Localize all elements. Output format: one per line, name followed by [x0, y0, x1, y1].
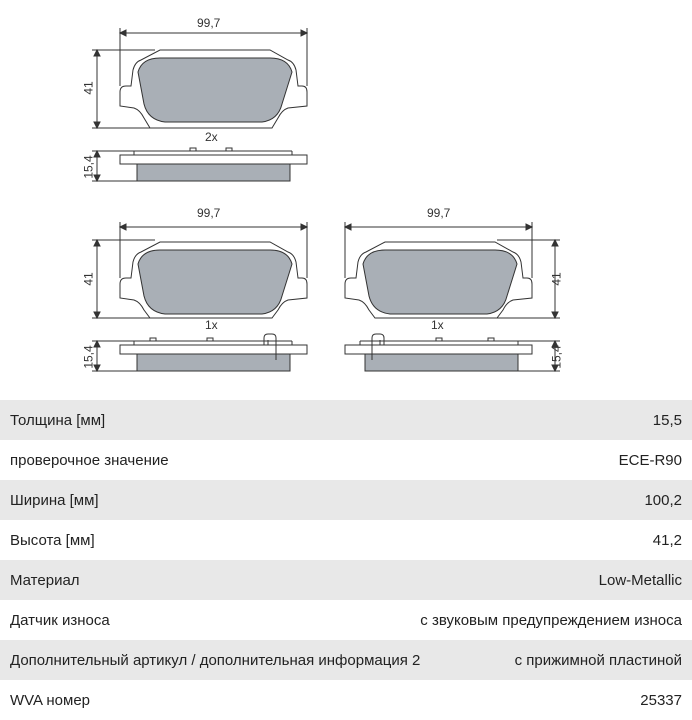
spec-value: 41,2	[652, 531, 682, 549]
spec-row-material	[0, 560, 692, 600]
spec-row-additional-info	[0, 640, 692, 680]
right-height-label: 41	[549, 272, 564, 286]
spec-value: ECE-R90	[618, 451, 682, 469]
spec-row-width	[0, 480, 692, 520]
right-quantity-label: 1x	[431, 318, 444, 332]
right-thickness-label: 15,4	[549, 345, 564, 369]
spec-row-wva-number	[0, 680, 692, 720]
right-width-label: 99,7	[427, 206, 451, 220]
spec-value: с прижимной пластиной	[514, 651, 682, 669]
top-width-label: 99,7	[197, 16, 221, 30]
top-pad-side-view	[120, 148, 307, 181]
spec-label: Ширина [мм]	[10, 491, 99, 509]
spec-row-thickness	[0, 400, 692, 440]
right-pad-front-view	[345, 242, 532, 318]
spec-label: Высота [мм]	[10, 531, 95, 549]
spec-row-wear-sensor	[0, 600, 692, 640]
spec-value: 100,2	[644, 491, 682, 509]
spec-label: Толщина [мм]	[10, 411, 106, 429]
spec-row-height	[0, 520, 692, 560]
specs-table	[0, 400, 692, 720]
spec-value: 25337	[640, 691, 682, 709]
left-quantity-label: 1x	[205, 318, 218, 332]
spec-value: Low-Metallic	[598, 571, 682, 589]
top-thickness-label: 15,4	[81, 155, 96, 179]
spec-label: Материал	[10, 571, 80, 589]
top-height-label: 41	[81, 81, 96, 95]
left-pad-front-view	[120, 242, 307, 318]
spec-label: WVA номер	[10, 691, 91, 709]
spec-value: 15,5	[652, 411, 682, 429]
spec-label: Дополнительный артикул / дополнительная информация 2	[10, 651, 421, 669]
spec-label: Датчик износа	[10, 611, 110, 629]
left-height-label: 41	[81, 272, 96, 286]
spec-row-test-value	[0, 440, 692, 480]
left-pad-side-view	[120, 334, 307, 371]
top-quantity-label: 2x	[205, 130, 218, 144]
top-pad-front-view	[120, 50, 307, 128]
spec-value: с звуковым предупреждением износа	[420, 611, 682, 629]
right-pad-side-view	[345, 334, 532, 371]
left-thickness-label: 15,4	[81, 345, 96, 369]
spec-label: проверочное значение	[10, 451, 169, 469]
left-width-label: 99,7	[197, 206, 221, 220]
